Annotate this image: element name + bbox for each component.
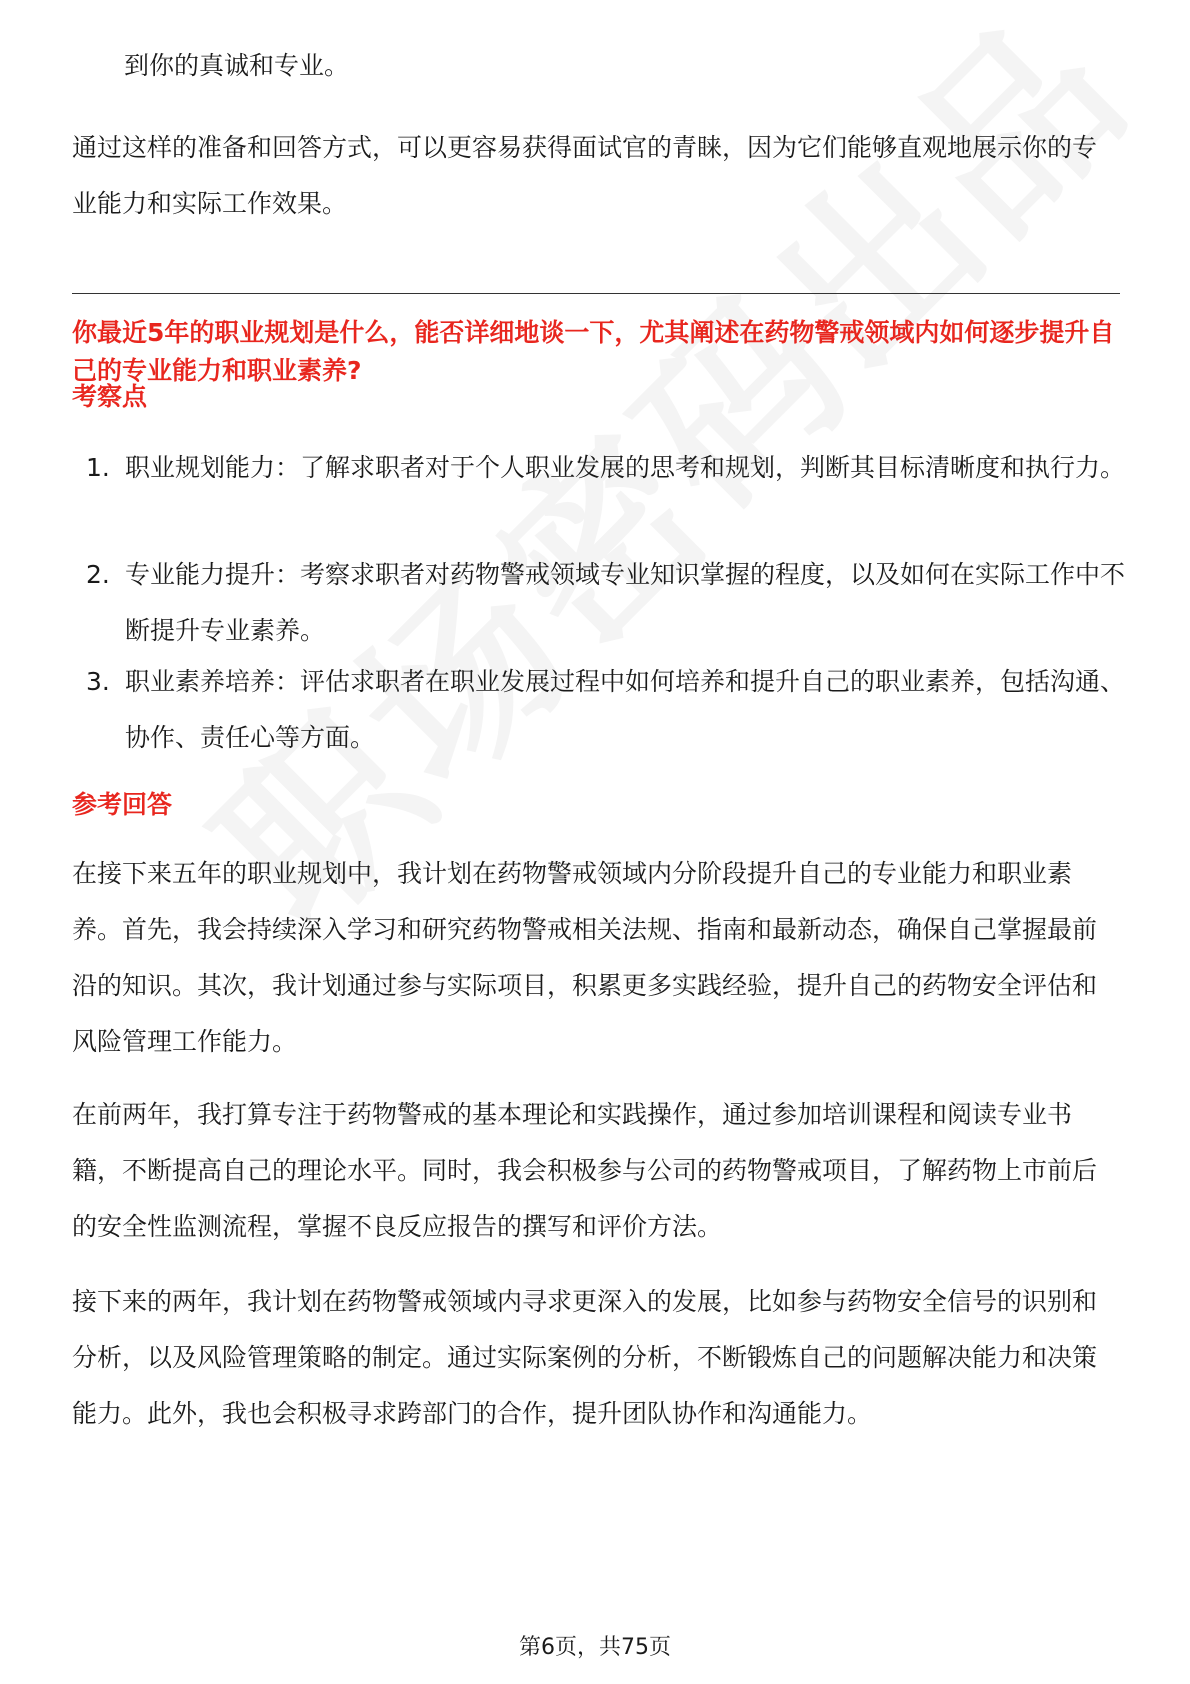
question-heading: 你最近5年的职业规划是什么，能否详细地谈一下，尤其阐述在药物警戒领域内如何逐步提升自己的专业能力和职业素养? [72, 318, 1115, 385]
list-text: 专业能力提升：考察求职者对药物警戒领域专业知识掌握的程度，以及如何在实际工作中不断提升专业素养。 [125, 560, 1126, 645]
page-number-footer: 第6页，共75页 [519, 1635, 671, 1660]
list-number: 2. [86, 560, 110, 589]
section-divider [72, 293, 1120, 294]
answer-paragraph-1: 在接下来五年的职业规划中，我计划在药物警戒领域内分阶段提升自己的专业能力和职业素养。首先，我会持续深入学习和研究药物警戒相关法规、指南和最新动态，确保自己掌握最前沿的知识。其次，我计划通过参与实际项目，积累更多实践经验，提升自己的药物安全评估和风险管理工作能力。 [72, 859, 1098, 1056]
intro-summary-paragraph: 通过这样的准备和回答方式，可以更容易获得面试官的青睐，因为它们能够直观地展示你的专业能力和实际工作效果。 [72, 133, 1098, 218]
answer-paragraph-3: 接下来的两年，我计划在药物警戒领域内寻求更深入的发展，比如参与药物安全信号的识别和分析，以及风险管理策略的制定。通过实际案例的分析，不断锻炼自己的问题解决能力和决策能力。此外，我也会积极寻求跨部门的合作，提升团队协作和沟通能力。 [72, 1287, 1098, 1428]
list-text: 职业素养培养：评估求职者在职业发展过程中如何培养和提升自己的职业素养，包括沟通、协作、责任心等方面。 [125, 667, 1126, 752]
list-number: 3. [86, 667, 110, 696]
list-text: 职业规划能力：了解求职者对于个人职业发展的思考和规划，判断其目标清晰度和执行力。 [125, 453, 1126, 482]
intro-tail-text: 到你的真诚和专业。 [124, 51, 350, 80]
answer-section-title: 参考回答 [72, 790, 173, 819]
answer-paragraph-2: 在前两年，我打算专注于药物警戒的基本理论和实践操作，通过参加培训课程和阅读专业书籍，不断提高自己的理论水平。同时，我会积极参与公司的药物警戒项目，了解药物上市前后的安全性监测流程，掌握不良反应报告的撰写和评价方法。 [72, 1100, 1098, 1241]
focus-section-title: 考察点 [72, 382, 148, 411]
list-number: 1. [86, 453, 110, 482]
